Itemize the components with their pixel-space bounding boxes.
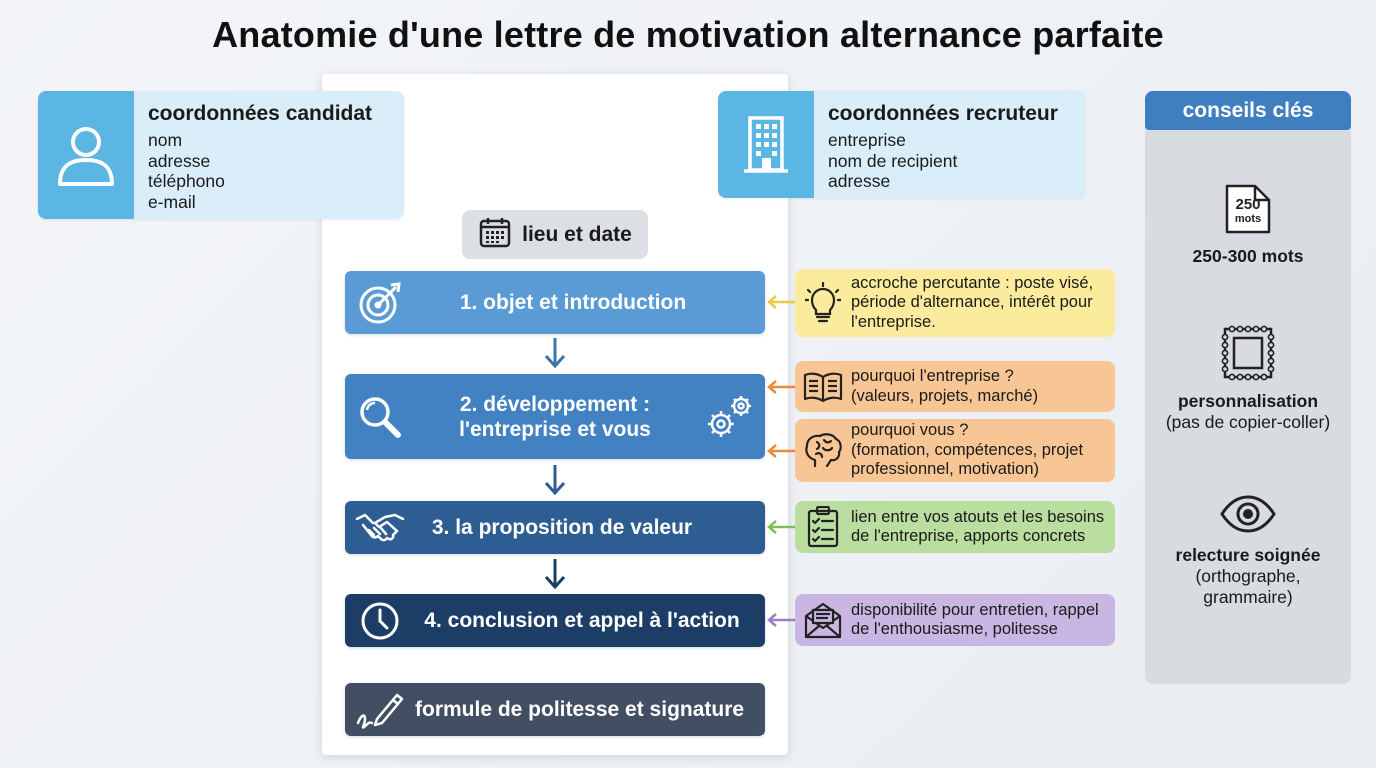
step-4: [345, 594, 765, 647]
clock-icon: [345, 600, 415, 642]
recruiter-card: [718, 91, 1085, 198]
note-value-text: lien entre vos atouts et les besoins de l'entreprise, apports concrets: [851, 507, 1105, 545]
note-value: [795, 501, 1115, 553]
eye-icon: [1145, 495, 1351, 533]
tip-word-count: [1145, 180, 1351, 267]
note-candidate: [795, 419, 1115, 482]
doc-icon-number: 250: [1235, 196, 1261, 213]
step-4-label: 4. conclusion et appel à l'action: [424, 609, 740, 632]
gears-icon: [695, 390, 765, 444]
tip-proofreading-detail: grammaire): [1203, 587, 1293, 607]
note-candidate-text: pourquoi vous ? (formation, compétences, projet professionnel, motivation): [851, 421, 1084, 479]
candidate-line: adresse: [148, 150, 211, 171]
arrow-down-icon: [543, 465, 567, 495]
checklist-icon: [795, 506, 851, 548]
candidate-line: téléphono: [148, 171, 225, 191]
note-arrow-icon: [767, 295, 797, 309]
book-icon: [795, 371, 851, 403]
tip-proofreading: [1145, 495, 1351, 608]
note-arrow-icon: [767, 520, 797, 534]
candidate-details: [134, 91, 404, 219]
recruiter-details: [814, 91, 1085, 198]
note-hook-text: accroche percutante : poste visé, période d'alternance, intérêt pour l'entreprise.: [851, 273, 1094, 331]
note-arrow-icon: [767, 380, 797, 394]
date-label: lieu et date: [522, 222, 632, 246]
note-company-text: pourquoi l'entreprise ? (valeurs, projets, marché): [851, 367, 1039, 405]
magnifier-icon: [345, 394, 415, 440]
step-2: [345, 374, 765, 459]
user-icon: [38, 91, 134, 219]
note-hook: [795, 269, 1115, 337]
calendar-icon: [478, 215, 512, 255]
step-2-label: 2. développement : l'entreprise et vous: [459, 392, 651, 441]
step-3: [345, 501, 765, 554]
arrow-down-icon: [543, 559, 567, 589]
step-1: [345, 271, 765, 334]
step-3-label: 3. la proposition de valeur: [431, 516, 693, 539]
candidate-card: [38, 91, 404, 219]
recruiter-line: nom de recipient: [828, 150, 958, 171]
closing-block: [345, 683, 765, 736]
closing-label: formule de politesse et signature: [415, 698, 745, 721]
candidate-line: e-mail: [148, 191, 196, 212]
tip-word-count-label: 250-300 mots: [1192, 246, 1304, 266]
tips-heading: conseils clés: [1145, 91, 1351, 130]
recruiter-line: adresse: [828, 171, 891, 191]
target-icon: [345, 281, 415, 325]
handshake-icon: [345, 511, 415, 545]
tip-personalisation-detail: (pas de copier-coller): [1165, 412, 1331, 432]
step-1-label: 1. objet et introduction: [459, 291, 687, 314]
tip-proofreading-label: relecture soignée: [1175, 545, 1321, 565]
tip-proofreading-detail: (orthographe,: [1195, 566, 1301, 586]
recruiter-heading: coordonnées recruteur: [828, 102, 1058, 125]
note-arrow-icon: [767, 613, 797, 627]
note-closing-text: disponibilité pour entretien, rappel de l'enthousiasme, politesse: [851, 600, 1099, 638]
note-company: [795, 361, 1115, 412]
note-arrow-icon: [767, 444, 797, 458]
envelope-icon: [795, 601, 851, 639]
brain-icon: [795, 432, 851, 470]
recruiter-line: entreprise: [828, 130, 906, 150]
lightbulb-icon: [795, 282, 851, 324]
document-250-icon: [1145, 180, 1351, 236]
doc-icon-unit: mots: [1234, 213, 1262, 225]
tip-personalisation: [1145, 325, 1351, 433]
pen-signature-icon: [345, 689, 415, 731]
note-closing: [795, 594, 1115, 646]
arrow-down-icon: [543, 338, 567, 368]
building-icon: [718, 91, 814, 198]
page-title: Anatomie d'une lettre de motivation alternance parfaite: [212, 14, 1164, 55]
date-block: [462, 210, 648, 259]
tip-personalisation-label: personnalisation: [1177, 391, 1319, 411]
candidate-line: nom: [148, 130, 183, 150]
stamp-icon: [1145, 325, 1351, 381]
candidate-heading: coordonnées candidat: [148, 102, 373, 125]
